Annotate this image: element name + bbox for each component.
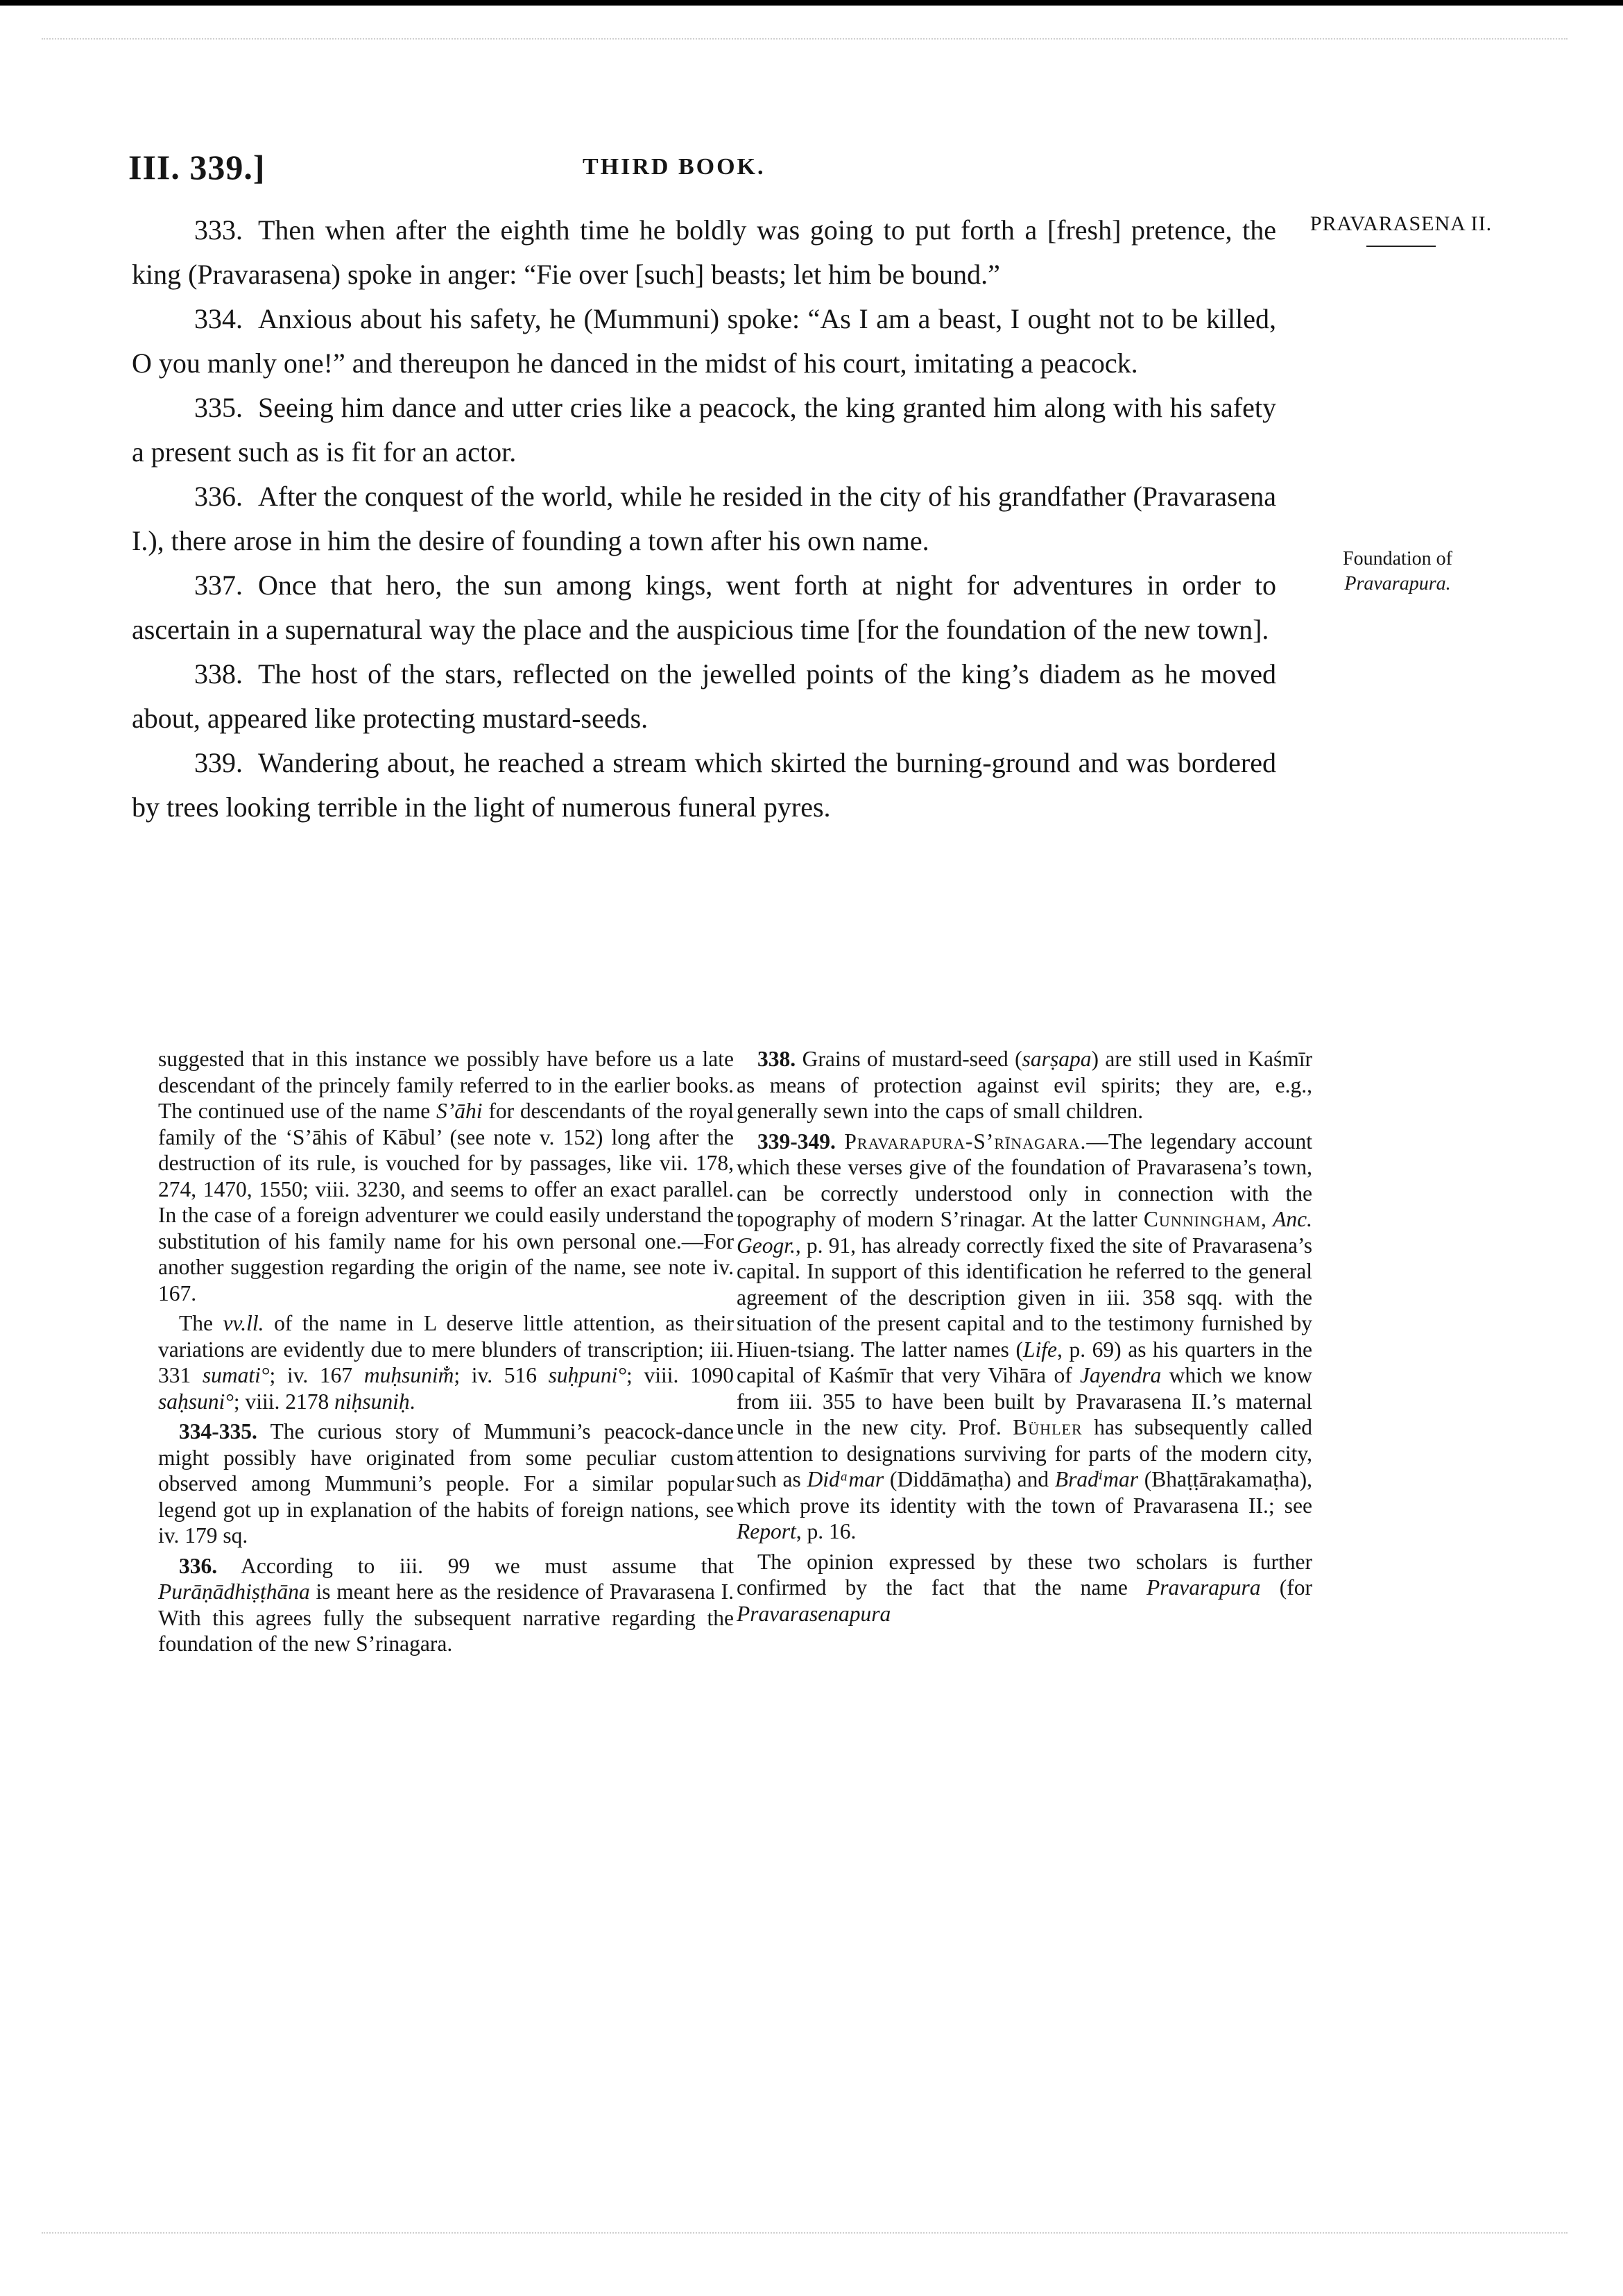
verse-333	[132, 208, 1276, 297]
verse-338	[132, 652, 1276, 741]
verse-number: 335.	[194, 392, 243, 423]
footnotes-right-column	[737, 1046, 1312, 1631]
verse-text: Once that hero, the sun among kings, went forth at night for adventures in order to ascertain in a supernatural way the place and the auspicious time [for the foundation of the new town].	[132, 569, 1276, 645]
verse-number: 334.	[194, 303, 243, 334]
marginal-note-ruler	[1297, 212, 1505, 247]
verse-339	[132, 741, 1276, 830]
verse-translation	[132, 208, 1276, 830]
note-334-335: 334-335. The curious story of Mummuni’s peacock-dance might possibly have originated from some peculiar custom observed among Mummuni’s people. For a similar popular legend got up in explanation of the habits of foreign nations, see iv. 179 sq.	[158, 1419, 734, 1548]
verse-number: 333.	[194, 214, 243, 246]
marginal-rule	[1366, 246, 1436, 247]
page-number: III. 339.]	[128, 148, 266, 187]
verse-number: 339.	[194, 747, 243, 778]
verse-337	[132, 563, 1276, 652]
verse-335	[132, 386, 1276, 474]
verse-text: After the conquest of the world, while he resided in the city of his grandfather (Pravarasena I.), there arose in him the desire of founding a town after his own name.	[132, 481, 1276, 556]
verse-334	[132, 297, 1276, 386]
scan-top-border	[0, 0, 1623, 6]
running-title: THIRD BOOK.	[583, 154, 766, 180]
verse-number: 337.	[194, 569, 243, 601]
marginal-note-section	[1304, 547, 1491, 597]
note-336: 336. According to iii. 99 we must assume that Purāṇādhiṣṭhāna is meant here as the residence of Pravarasena I. With this agrees fully the subsequent narrative regarding the foundation of the new S’rinagara.	[158, 1553, 734, 1656]
verse-number: 336.	[194, 481, 243, 512]
verse-text: Seeing him dance and utter cries like a peacock, the king granted him along with his safety a present such as is fit for an actor.	[132, 392, 1276, 468]
note-heading: 334-335.	[179, 1419, 257, 1443]
marginal-ruler-name: PRAVARASENA II.	[1309, 212, 1493, 235]
scan-artifact-dots	[42, 38, 1568, 40]
note-339-349: 339-349. Pravarapura-S’rīnagara.—The legendary account which these verses give of the foundation of Pravarasena’s town, can be correctly understood only in connection with the topography of modern S’rinagar. At the latter Cunningham, Anc. Geogr., p. 91, has already correctly fixed the site of Pravarasena’s capital. In support of this identification he referred to the general agreement of the description given in iii. 358 sqq. with the situation of the present capital and to the testimony furnished by Hiuen-tsiang. The latter names (Life, p. 69) as his quarters in the capital of Kaśmīr that very Vihāra of Jayendra which we know from iii. 355 to have been built by Pravarasena II.’s maternal uncle in the new city. Prof. Bühler has subsequently called attention to designations surviving for parts of the modern city, such as Didᵃmar (Diddāmaṭha) and Bradⁱmar (Bhaṭṭārakamaṭha), which prove its identity with the town of Pravarasena II.; see Report, p. 16.	[737, 1129, 1313, 1543]
note-opinion: The opinion expressed by these two scholars is further confirmed by the fact that the name Pravarapura (for Pravarasenapura	[737, 1549, 1312, 1626]
verse-336	[132, 474, 1276, 563]
scan-artifact-dots	[42, 2232, 1568, 2234]
note-heading: 336.	[179, 1553, 218, 1578]
verse-text: Anxious about his safety, he (Mummuni) spoke: “As I am a beast, I ought not to be killed, O you manly one!” and thereupon he danced in the midst of his court, imitating a peacock.	[132, 303, 1276, 379]
note-heading: 338.	[757, 1047, 796, 1071]
verse-number: 338.	[194, 658, 243, 689]
footnotes-left-column	[158, 1046, 734, 1661]
note-variant-readings: The vv.ll. of the name in L deserve little attention, as their variations are evidently due to mere blunders of transcription; iii. 331 sumati°; iv. 167 muḥsunim̐; iv. 516 suḥpuni°; viii. 1090 saḥsuni°; viii. 2178 niḥsuniḥ.	[158, 1311, 734, 1414]
note-shahi-continued: suggested that in this instance we possibly have before us a late descendant of the princely family referred to in the earlier books. The continued use of the name S’āhi for descendants of the royal family of the ‘S’āhis of Kābul’ (see note v. 152) long after the destruction of its rule, is vouched for by passages, like vii. 178, 274, 1470, 1550; viii. 3230, and seems to offer an exact parallel. In the case of a foreign adventurer we could easily understand the substitution of his family name for his own personal one.—For another suggestion regarding the origin of the name, see note iv. 167.	[158, 1047, 734, 1305]
note-heading: 339-349.	[757, 1129, 836, 1154]
verse-text: Wandering about, he reached a stream which skirted the burning-ground and was bordered by trees looking terrible in the light of numerous funeral pyres.	[132, 747, 1276, 823]
marginal-section-subtitle: Pravarapura.	[1344, 573, 1451, 594]
note-338: 338. Grains of mustard-seed (sarṣapa) are still used in Kaśmīr as means of protection against evil spirits; they are, e.g., generally sewn into the caps of small children.	[737, 1047, 1312, 1123]
marginal-section-title: Foundation of	[1343, 548, 1452, 569]
verse-text: Then when after the eighth time he boldly was going to put forth a [fresh] pretence, the king (Pravarasena) spoke in anger: “Fie over [such] beasts; let him be bound.”	[132, 214, 1276, 290]
verse-text: The host of the stars, reflected on the jewelled points of the king’s diadem as he moved about, appeared like protecting mustard-seeds.	[132, 658, 1276, 734]
